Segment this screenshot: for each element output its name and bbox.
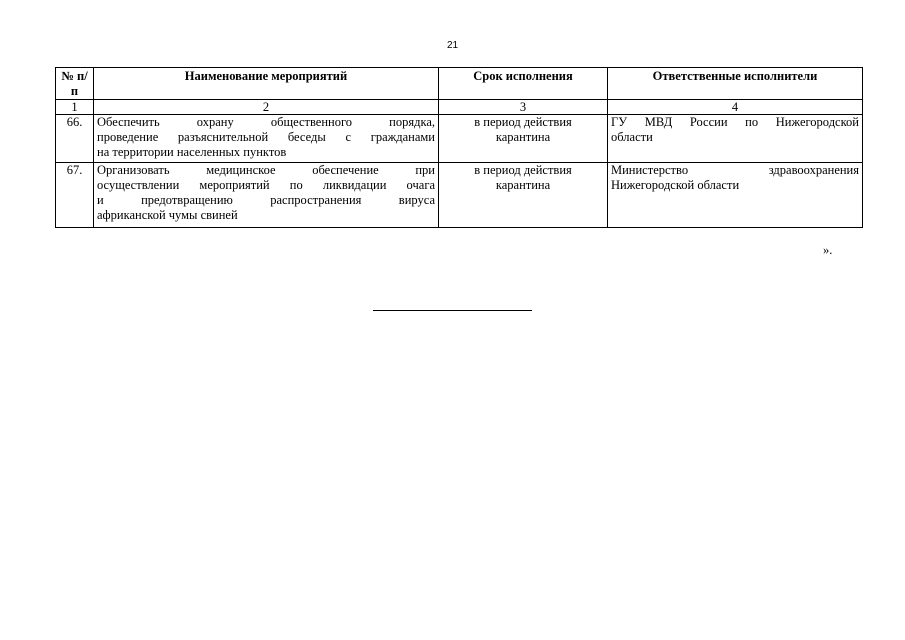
- column-number: 1: [56, 100, 94, 115]
- measure-name-line: и предотвращению распространения вируса: [97, 193, 435, 207]
- header-responsible: Ответственные исполнители: [608, 68, 863, 100]
- table-row: [56, 115, 863, 163]
- closing-quote: ».: [823, 243, 833, 257]
- measure-name-line: африканской чумы свиней: [97, 208, 238, 222]
- term-cell: [439, 115, 608, 163]
- measures-table: [55, 67, 863, 228]
- responsible-line: Нижегородской области: [611, 178, 740, 192]
- measure-name-line: Обеспечить охрану общественного порядка,: [97, 115, 435, 129]
- table-row: [56, 163, 863, 228]
- page-number: 21: [446, 40, 459, 51]
- term-line: карантина: [495, 178, 551, 192]
- column-number-row: [56, 100, 863, 115]
- measure-name: [94, 163, 439, 228]
- responsible-cell: [608, 163, 863, 228]
- responsible-cell: [608, 115, 863, 163]
- header-num: № п/п: [56, 68, 94, 100]
- header-term: Срок исполнения: [439, 68, 608, 100]
- term-line: в период действия: [474, 115, 572, 129]
- term-cell: [439, 163, 608, 228]
- responsible-line: Министерство здравоохранения: [611, 163, 859, 177]
- measure-name-line: на территории населенных пунктов: [97, 145, 287, 159]
- column-number: 3: [439, 100, 608, 115]
- responsible-line: области: [611, 130, 653, 144]
- measure-name-line: Организовать медицинское обеспечение при: [97, 163, 435, 177]
- term-line: в период действия: [474, 163, 572, 177]
- row-number: 67.: [56, 163, 94, 228]
- column-number: 4: [608, 100, 863, 115]
- term-line: карантина: [495, 130, 551, 144]
- separator-line: [373, 310, 532, 311]
- header-name: Наименование мероприятий: [94, 68, 439, 100]
- column-number: 2: [94, 100, 439, 115]
- responsible-line: ГУ МВД России по Нижегородской: [611, 115, 859, 129]
- measure-name-line: осуществлении мероприятий по ликвидации очага: [97, 178, 435, 192]
- row-number: 66.: [56, 115, 94, 163]
- measure-name-line: проведение разъяснительной беседы с гражданами: [97, 130, 435, 144]
- measure-name: [94, 115, 439, 163]
- table-header-row: [56, 68, 863, 100]
